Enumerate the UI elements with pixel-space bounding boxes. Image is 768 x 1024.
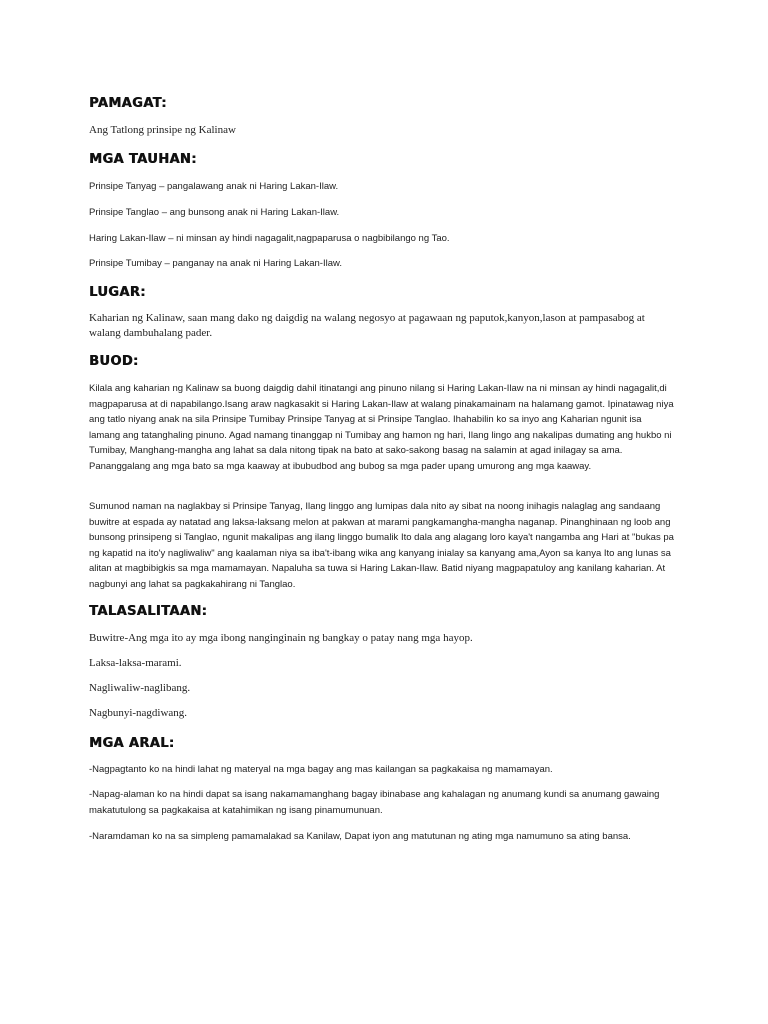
- talasalitaan-item: Nagbunyi-nagdiwang.: [89, 707, 188, 719]
- pamagat-heading: PAMAGAT:: [89, 96, 167, 111]
- aral-item: -Naramdaman ko na sa simpleng pamamalakad sa Kanilaw, Dapat iyon ang matutunan ng ating mga namumuno sa ating bansa.: [89, 831, 631, 842]
- talasalitaan-heading: TALASALITAAN:: [89, 604, 208, 619]
- aral-item: -Napag-alaman ko na hindi dapat sa isang nakamamanghang bagay ibinabase ang kahalagan ng anumang kundi sa anumang gawaing makatutulong sa pagkakaisa at katahimikan ng isang pinamumunuan.: [89, 789, 660, 816]
- tauhan-item: Prinsipe Tumibay – panganay na anak ni Haring Lakan-Ilaw.: [89, 258, 342, 269]
- buod-paragraph: Kilala ang kaharian ng Kalinaw sa buong daigdig dahil itinatangi ang pinuno nilang si Haring Lakan-Ilaw na ni minsan ay hindi nagagalit,di magpaparusa at di napabilango.Isang araw nagkasakit si Haring Lakan-Ilaw at walang pinakamainam na halamang gamot. Ipinatawag niya ang tatlo niyang anak na sila Prinsipe Tumibay Prinsipe Tanyag at si Prinsipe Tanglao. Ihahabilin ko sa inyo ang Kaharian ngunit isa lamang ang tatanghaling pinuno. Agad namang tinanggap ni Tumibay ang hamon ng hari, Ilang lingo ang nakalipas dumating ang hukbo ni Tumibay, Manghang-mangha ang lahat sa dala nitong tipak na bato at sako-sakong basag na salamin at agad inilagay sa ama. Pananggalang ang mga bato sa mga kaaway at ibubudbod ang bubog sa mga pader upang umurong ang mga kaaway.: [89, 383, 674, 472]
- tauhan-item: Haring Lakan-Ilaw – ni minsan ay hindi nagagalit,nagpaparusa o nagbibilango ng Tao.: [89, 233, 450, 244]
- lugar-heading: LUGAR:: [89, 285, 146, 300]
- buod-heading: BUOD:: [89, 354, 139, 369]
- buod-paragraph: Sumunod naman na naglakbay si Prinsipe Tanyag, Ilang linggo ang lumipas dala nito ay sibat na noong inihagis nalaglag ang sandaang buwitre at espada ay natatad ang laksa-laksang melon at pakwan at marami pangkamangha-mangha naganap. Pinanghinaan ng loob ang bunsong prinsipeng si Tanglao, ngunit makalipas ang ilang linggo bumalik Ito dala ang alagang loro kaya't nangamba ang Hari at "bukas pa ng kapatid na ito'y nagliwaliw" ang kaalaman niya sa iba't-ibang wika ang kanyang inialay sa kanyang ama,Ayon sa kanya Ito ang lunas sa alitan at magbibigkis sa mga mamamayan. Napaluha sa tuwa si Haring Lakan-Ilaw. Batid niyang magpapatuloy ang kanilang kaharian. At nagbunyi ang lahat sa pagkakahirang ni Tanglao.: [89, 501, 674, 590]
- tauhan-item: Prinsipe Tanglao – ang bunsong anak ni Haring Lakan-Ilaw.: [89, 207, 340, 218]
- aral-item: -Nagpagtanto ko na hindi lahat ng materyal na mga bagay ang mas kailangan sa pagkakaisa ng mamamayan.: [89, 764, 553, 775]
- talasalitaan-item: Nagliwaliw-naglibang.: [89, 682, 191, 694]
- talasalitaan-item: Buwitre-Ang mga ito ay mga ibong nanginginain ng bangkay o patay nang mga hayop.: [89, 632, 473, 644]
- lugar-text: Kaharian ng Kalinaw, saan mang dako ng daigdig na walang negosyo at pagawaan ng paputok,kanyon,lason at pampasabog at walang dambuhalang pader.: [89, 312, 645, 339]
- tauhan-item: Prinsipe Tanyag – pangalawang anak ni Haring Lakan-Ilaw.: [89, 181, 339, 192]
- document-page: [89, 0, 689, 1024]
- pamagat-text: Ang Tatlong prinsipe ng Kalinaw: [89, 124, 236, 136]
- aral-heading: MGA ARAL:: [89, 736, 175, 751]
- talasalitaan-item: Laksa-laksa-marami.: [89, 657, 182, 669]
- tauhan-heading: MGA TAUHAN:: [89, 152, 197, 167]
